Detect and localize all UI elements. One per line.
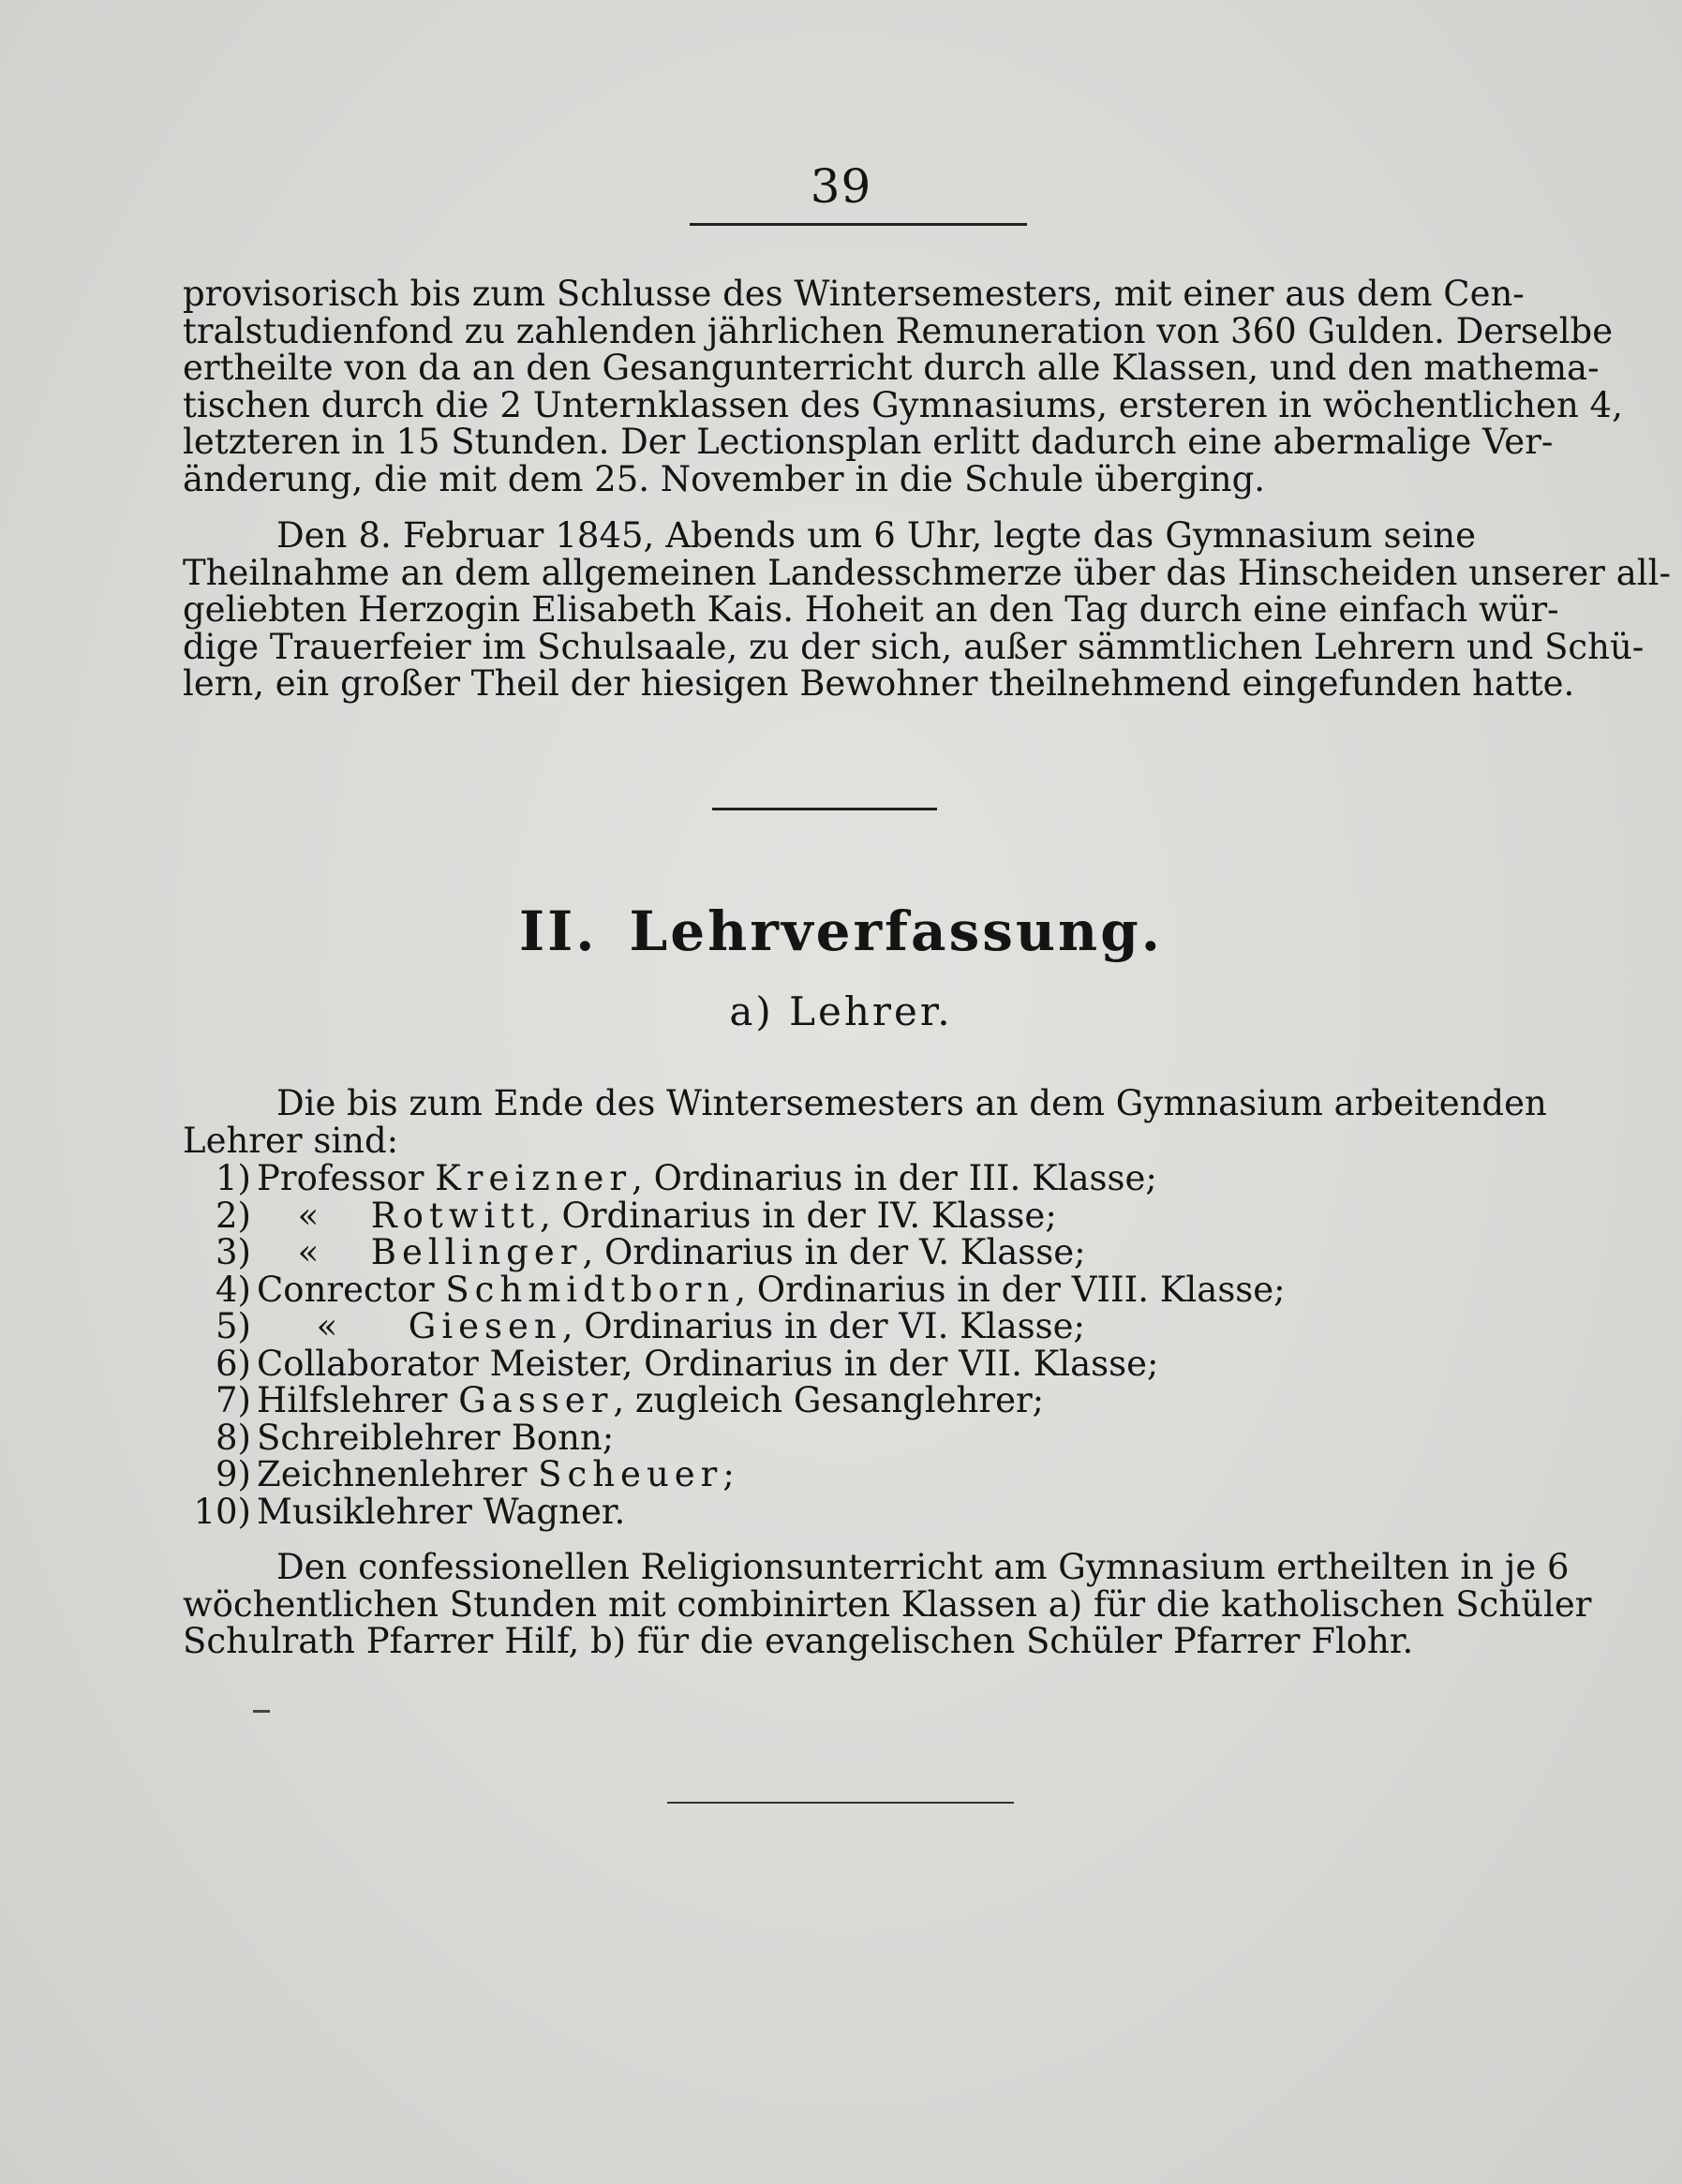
section-divider (712, 808, 937, 810)
teacher-list (183, 1160, 1495, 1530)
text-line: Theilnahme an dem allgemeinen Landesschmerze über das Hinscheiden unserer all- (183, 552, 1671, 593)
text-line: ertheilte von da an den Gesangunterricht durch alle Klassen, und den mathema- (183, 348, 1600, 388)
list-item (183, 1419, 1495, 1457)
text-line: Schulrath Pfarrer Hilf, b) für die evangelischen Schüler Pfarrer Flohr. (183, 1621, 1414, 1661)
teacher-name: Schmidtborn (445, 1269, 736, 1310)
text-line: provisorisch bis zum Schlusse des Wintersemesters, mit einer aus dem Cen- (183, 274, 1525, 314)
ditto-mark: « (297, 1195, 320, 1236)
footer-rule (667, 1802, 1014, 1804)
list-item (183, 1308, 1495, 1345)
text-line: geliebten Herzogin Elisabeth Kais. Hoheit an den Tag durch eine einfach wür- (183, 589, 1559, 630)
teacher-name: Giesen (408, 1306, 562, 1346)
teacher-role: , zugleich Gesanglehrer; (613, 1380, 1045, 1420)
item-number: 1) (216, 1158, 251, 1198)
teacher-name: Kreizner (435, 1158, 633, 1198)
item-number: 3) (216, 1232, 251, 1272)
text-line: Die bis zum Ende des Wintersemesters an dem Gymnasium arbeitenden (276, 1083, 1547, 1123)
teacher-name: Bonn (511, 1417, 603, 1458)
teacher-title: Professor (257, 1158, 424, 1198)
item-number: 6) (216, 1343, 251, 1384)
list-item (183, 1493, 1495, 1531)
teacher-role: , Ordinarius in der IV. Klasse; (540, 1195, 1057, 1236)
paragraph-teachers-intro (183, 1083, 1547, 1161)
section-title: Lehrverfassung. (629, 899, 1163, 963)
text-line: Den 8. Februar 1845, Abends um 6 Uhr, legte das Gymnasium seine (276, 515, 1476, 556)
teacher-name: Scheuer (538, 1454, 723, 1494)
teacher-role: , Ordinarius in der VII. Klasse; (621, 1343, 1159, 1384)
teacher-name: Rotwitt (370, 1195, 541, 1236)
teacher-role: ; (602, 1417, 615, 1458)
section-heading (0, 899, 1682, 963)
text-line: wöchentlichen Stunden mit combinirten Klassen a) für die katholischen Schüler (183, 1583, 1592, 1625)
stray-dash (253, 1710, 270, 1713)
teacher-name: Gasser (458, 1380, 614, 1420)
ditto-mark: « (297, 1232, 320, 1272)
teacher-role: , Ordinarius in der III. Klasse; (632, 1158, 1157, 1198)
header-rule (690, 223, 1027, 226)
subsection-heading: a) Lehrer. (729, 988, 953, 1034)
item-number: 10) (193, 1491, 251, 1532)
list-item (183, 1197, 1495, 1235)
section-number: II. (519, 899, 598, 963)
paragraph-mourning (183, 515, 1671, 704)
list-item (183, 1456, 1495, 1493)
teacher-title: Musiklehrer (257, 1491, 472, 1532)
list-item (183, 1382, 1495, 1419)
teacher-title: Zeichnenlehrer (257, 1454, 528, 1494)
item-number: 7) (216, 1380, 251, 1420)
page-number: 39 (810, 159, 872, 214)
text-line: dige Trauerfeier im Schulsaale, zu der sich, außer sämmtlichen Lehrern und Schü- (183, 626, 1645, 667)
paragraph-provisional-appointment (183, 274, 1623, 499)
teacher-title: Hilfslehrer (257, 1380, 448, 1420)
item-number: 9) (216, 1454, 251, 1494)
paragraph-religion-instruction (183, 1547, 1592, 1661)
teacher-role: , Ordinarius in der VI. Klasse; (561, 1306, 1086, 1346)
list-item (183, 1234, 1495, 1271)
list-item (183, 1271, 1495, 1309)
teacher-name: Wagner (483, 1491, 615, 1532)
list-item (183, 1345, 1495, 1383)
teacher-role: . (614, 1491, 626, 1532)
teacher-title: Schreiblehrer (257, 1417, 500, 1458)
list-item (183, 1160, 1495, 1197)
teacher-name: Bellinger (370, 1232, 583, 1272)
teacher-role: , Ordinarius in der V. Klasse; (582, 1232, 1086, 1272)
text-line: lern, ein großer Theil der hiesigen Bewohner theilnehmend eingefunden hatte. (183, 663, 1575, 704)
text-line: änderung, die mit dem 25. November in die Schule überging. (183, 458, 1266, 499)
item-number: 4) (216, 1269, 251, 1310)
text-line: Den confessionellen Religionsunterricht am Gymnasium ertheilten in je 6 (276, 1547, 1570, 1587)
ditto-mark: « (316, 1306, 338, 1346)
text-line: tralstudienfond zu zahlenden jährlichen Remuneration von 360 Gulden. Derselbe (183, 310, 1614, 351)
teacher-title: Conrector (257, 1269, 435, 1310)
item-number: 2) (216, 1195, 251, 1236)
item-number: 5) (216, 1306, 251, 1346)
item-number: 8) (216, 1417, 251, 1458)
teacher-role: ; (722, 1454, 735, 1494)
text-line: tischen durch die 2 Unternklassen des Gymnasiums, ersteren in wöchentlichen 4, (183, 384, 1623, 425)
teacher-title: Collaborator (257, 1343, 479, 1384)
text-line: letzteren in 15 Stunden. Der Lectionsplan erlitt dadurch eine abermalige Ver- (183, 422, 1554, 462)
text-line: Lehrer sind: (183, 1120, 399, 1161)
teacher-name: Meister (489, 1343, 622, 1384)
teacher-role: , Ordinarius in der VIII. Klasse; (735, 1269, 1286, 1310)
